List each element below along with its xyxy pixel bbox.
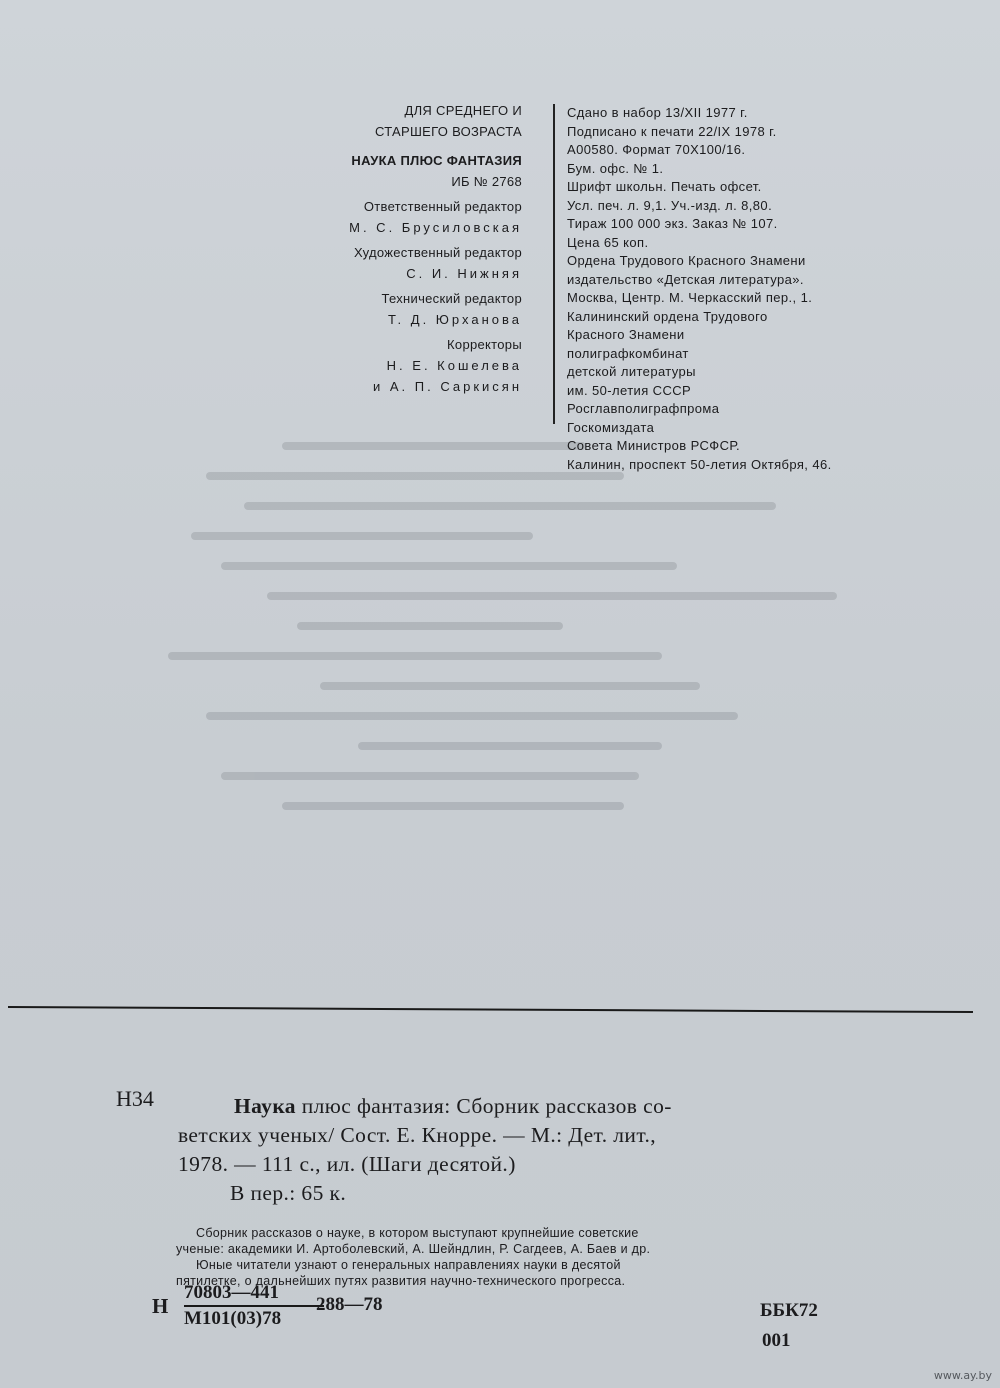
index-letter: Н xyxy=(152,1294,169,1318)
print-detail-line: Калининский ордена Трудового xyxy=(567,308,768,324)
imprint-print-details xyxy=(567,104,947,474)
imprint-credits xyxy=(300,100,522,397)
biblio-line-2: ветских ученых/ Сост. Е. Кнорре. — М.: Дет. лит., xyxy=(178,1123,657,1147)
resp-editor-name: М. С. Брусиловская xyxy=(349,220,522,235)
print-detail-line: Госкомиздата xyxy=(567,419,655,435)
biblio-line-3: 1978. — 111 с., ил. (Шаги десятой.) xyxy=(178,1152,516,1176)
ib-number: ИБ № 2768 xyxy=(451,174,522,189)
proofreader-name-2: и А. П. Саркисян xyxy=(373,379,522,394)
print-detail-line: Подписано к печати 22/IX 1978 г. xyxy=(567,123,777,139)
series-title: НАУКА ПЛЮС ФАНТАЗИЯ xyxy=(351,153,522,168)
print-detail-line: Красного Знамени xyxy=(567,327,685,342)
print-detail-line: Тираж 100 000 экз. Заказ № 107. xyxy=(567,216,778,231)
watermark: www.ay.by xyxy=(933,1369,992,1382)
show-through-text xyxy=(130,420,890,1020)
print-detail-line: полиграфкомбинат xyxy=(567,345,689,361)
print-detail-line: Ордена Трудового Красного Знамени xyxy=(567,253,806,268)
print-detail-line: Совета Министров РСФСР. xyxy=(567,438,741,453)
annotation-line: Юные читатели узнают о генеральных направлениях науки в десятой xyxy=(196,1258,621,1272)
audience-line-2: СТАРШЕГО ВОЗРАСТА xyxy=(374,124,522,139)
column-divider xyxy=(553,104,555,424)
udc-code: 001 xyxy=(762,1330,791,1351)
catalog-code: Н34 xyxy=(116,1086,154,1111)
biblio-price: В пер.: 65 к. xyxy=(230,1181,347,1205)
book-title-bold: Наука xyxy=(234,1094,296,1118)
proofreaders-role: Корректоры xyxy=(447,337,522,352)
resp-editor-role: Ответственный редактор xyxy=(363,199,522,214)
biblio-line-1: плюс фантазия: Сборник рассказов со- xyxy=(301,1094,672,1118)
print-detail-line: им. 50-летия СССР xyxy=(567,382,692,398)
print-detail-line: Росглавполиграфпрома xyxy=(567,401,720,416)
print-detail-line: издательство «Детская литература». xyxy=(567,271,804,287)
bibliographic-record xyxy=(178,1092,858,1208)
tech-editor-name: Т. Д. Юрханова xyxy=(388,312,522,327)
print-detail-line: Шрифт школьн. Печать офсет. xyxy=(567,179,762,194)
index-suffix: 288—78 xyxy=(316,1294,383,1315)
print-detail-line: детской литературы xyxy=(567,364,696,379)
annotation-line: ученые: академики И. Артоболевский, А. Шейндлин, Р. Сагдеев, А. Баев и др. xyxy=(176,1242,651,1256)
index-fraction xyxy=(184,1282,324,1330)
audience-line-1: ДЛЯ СРЕДНЕГО И xyxy=(404,103,522,118)
annotation xyxy=(176,1225,856,1289)
tech-editor-role: Технический редактор xyxy=(381,291,522,306)
print-detail-line: Калинин, проспект 50-летия Октября, 46. xyxy=(567,456,832,472)
print-detail-line: А00580. Формат 70X100/16. xyxy=(567,142,746,157)
print-detail-line: Сдано в набор 13/XII 1977 г. xyxy=(567,105,748,120)
print-detail-line: Москва, Центр. М. Черкасский пер., 1. xyxy=(567,290,813,305)
proofreader-name-1: Н. Е. Кошелева xyxy=(386,358,522,373)
index-numerator: 70803—441 xyxy=(184,1282,324,1307)
print-detail-line: Бум. офс. № 1. xyxy=(567,160,664,176)
print-detail-line: Усл. печ. л. 9,1. Уч.-изд. л. 8,80. xyxy=(567,197,773,213)
art-editor-name: С. И. Нижняя xyxy=(406,266,522,281)
art-editor-role: Художественный редактор xyxy=(353,245,522,260)
annotation-line: Сборник рассказов о науке, в котором выступают крупнейшие советские xyxy=(196,1226,639,1240)
bbk-code: ББК72 xyxy=(760,1300,818,1321)
print-detail-line: Цена 65 коп. xyxy=(567,234,649,250)
index-denominator: М101(03)78 xyxy=(184,1308,282,1329)
annotation-line: пятилетке, о дальнейших путях развития научно-технического прогресса. xyxy=(176,1274,626,1288)
